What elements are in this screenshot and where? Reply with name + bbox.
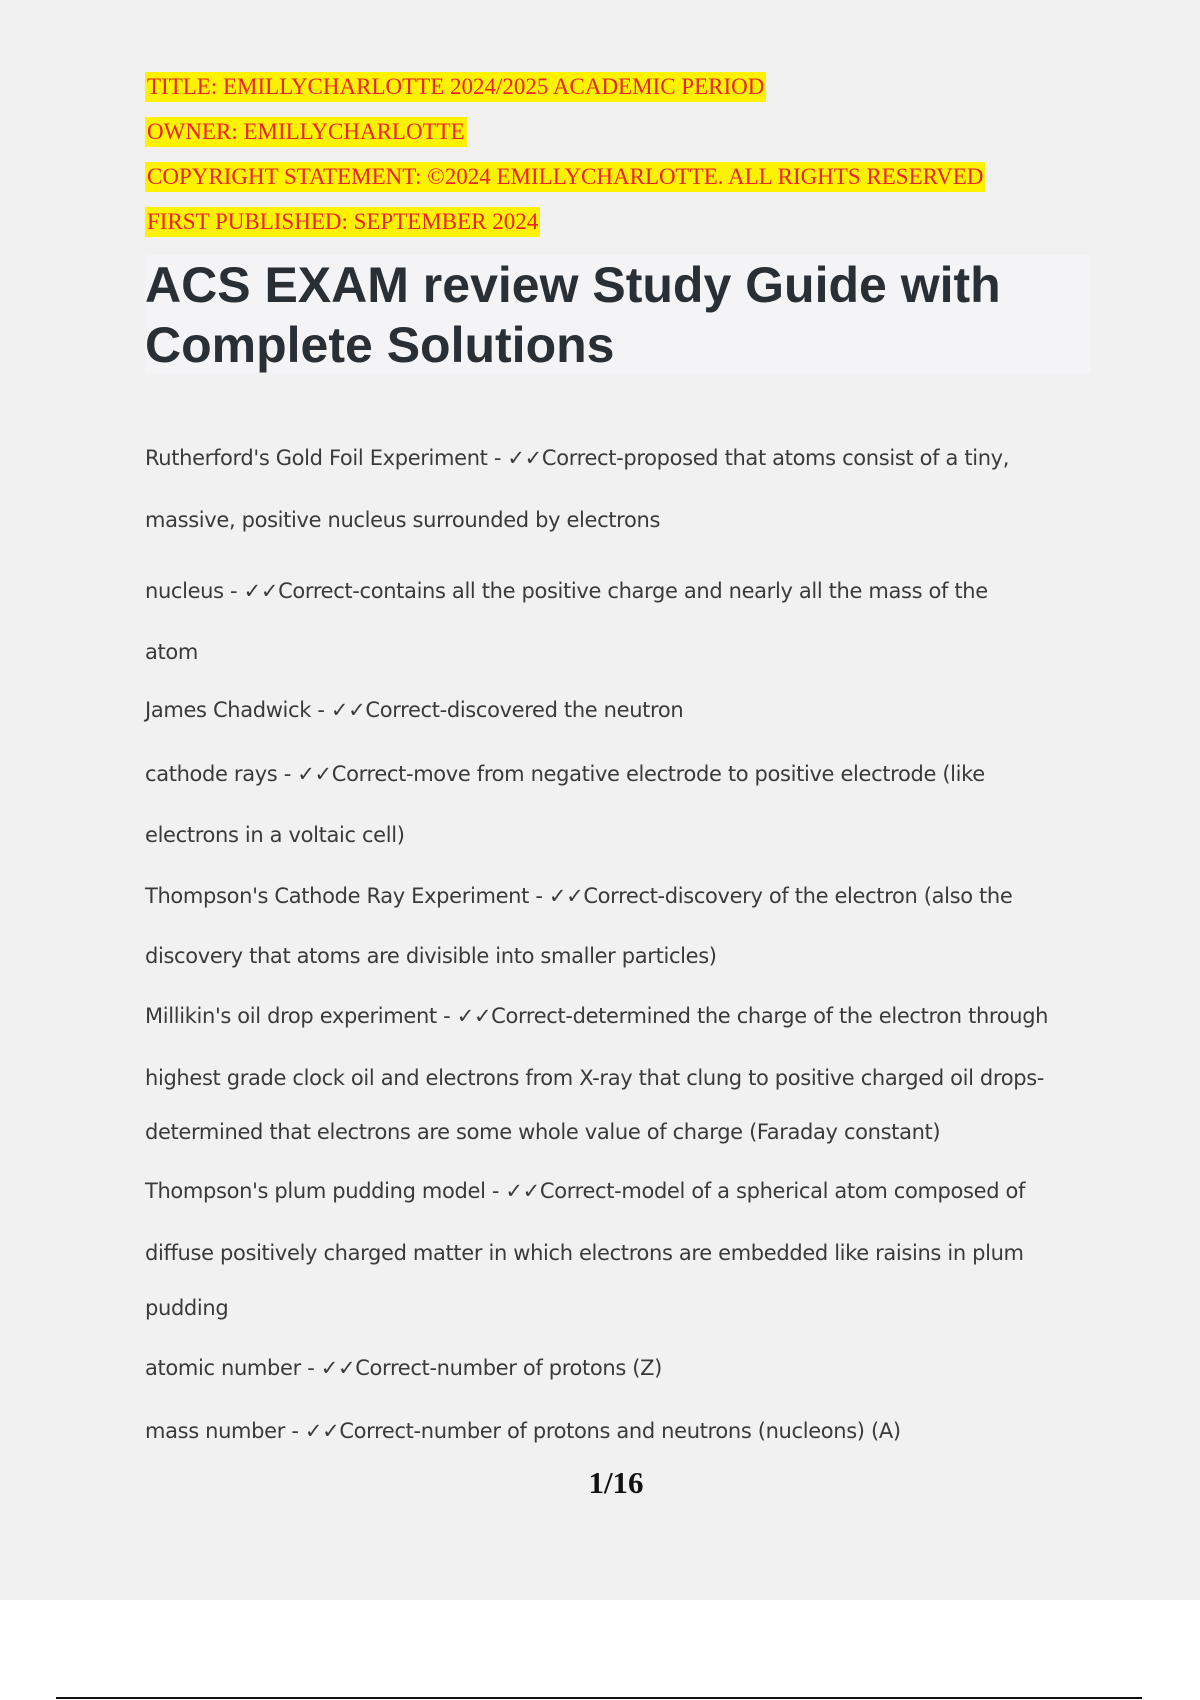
entry-line: Millikin's oil drop experiment - ✓✓Correct-determined the charge of the electron through [145, 1004, 1049, 1028]
footer-divider [56, 1697, 1142, 1699]
entry-line: mass number - ✓✓Correct-number of protons and neutrons (nucleons) (A) [145, 1419, 901, 1443]
page-number: 1/16 [588, 1465, 644, 1500]
meta-owner-line: OWNER: EMILLYCHARLOTTE [145, 117, 467, 147]
entry-line: atom [145, 640, 199, 664]
document-title-line-1: ACS EXAM review Study Guide with [145, 257, 1001, 313]
entry-line: electrons in a voltaic cell) [145, 823, 405, 847]
document-title-block [145, 255, 1091, 373]
entry-line: discovery that atoms are divisible into smaller particles) [145, 944, 717, 968]
entry-line: James Chadwick - ✓✓Correct-discovered the neutron [145, 698, 684, 722]
entry-line: diffuse positively charged matter in which electrons are embedded like raisins in plum [145, 1241, 1024, 1265]
entry-line: determined that electrons are some whole value of charge (Faraday constant) [145, 1120, 941, 1144]
meta-published-line: FIRST PUBLISHED: SEPTEMBER 2024 [145, 207, 540, 237]
entry-line: highest grade clock oil and electrons from X-ray that clung to positive charged oil drops- [145, 1066, 1045, 1090]
document-title-line-2: Complete Solutions [145, 317, 615, 373]
document-title [145, 255, 1091, 375]
meta-title-line: TITLE: EMILLYCHARLOTTE 2024/2025 ACADEMIC PERIOD [145, 72, 766, 102]
entry-line: Thompson's plum pudding model - ✓✓Correct-model of a spherical atom composed of [145, 1179, 1026, 1203]
entry-line: cathode rays - ✓✓Correct-move from negative electrode to positive electrode (like [145, 762, 985, 786]
entry-line: Thompson's Cathode Ray Experiment - ✓✓Correct-discovery of the electron (also the [145, 884, 1013, 908]
entry-line: Rutherford's Gold Foil Experiment - ✓✓Correct-proposed that atoms consist of a tiny, [145, 446, 1010, 470]
entry-line: atomic number - ✓✓Correct-number of protons (Z) [145, 1356, 662, 1380]
entry-line: massive, positive nucleus surrounded by electrons [145, 508, 661, 532]
meta-copyright-line: COPYRIGHT STATEMENT: ©2024 EMILLYCHARLOTTE. ALL RIGHTS RESERVED [145, 162, 985, 192]
entry-line: pudding [145, 1296, 229, 1320]
entry-line: nucleus - ✓✓Correct-contains all the positive charge and nearly all the mass of the [145, 579, 988, 603]
